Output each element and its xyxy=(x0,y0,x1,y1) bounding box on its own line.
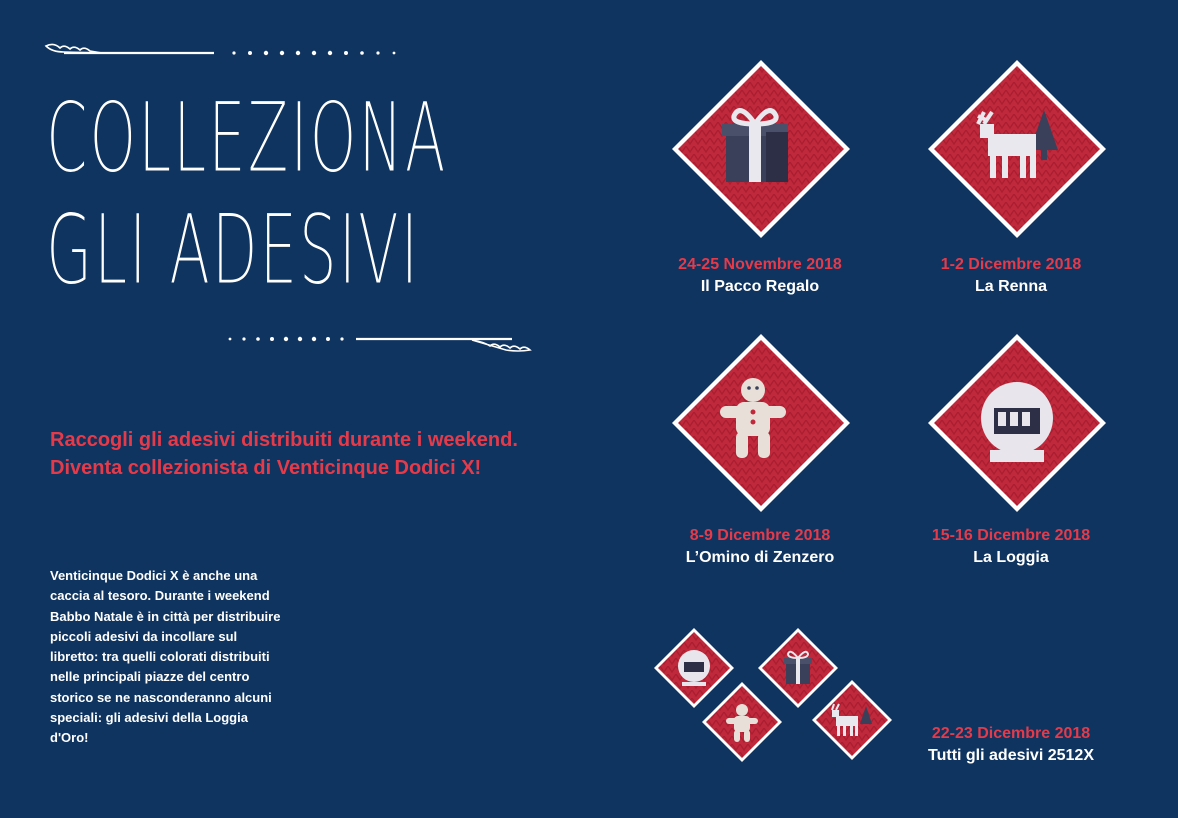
sticker-caption-1 xyxy=(650,254,870,298)
sticker-caption-3 xyxy=(650,525,870,569)
sticker-name: L’Omino di Zenzero xyxy=(685,549,835,566)
lead-text: Raccogli gli adesivi distribuiti durante i weekend. Diventa collezionista di Venticinque Dodici X! xyxy=(50,429,518,479)
sticker-group xyxy=(652,626,896,772)
sticker-date: 22-23 Dicembre 2018 xyxy=(931,725,1091,742)
headline-line-2: GLI ADESIVI xyxy=(46,194,420,306)
sticker-loggia xyxy=(926,332,1108,514)
sticker-gift xyxy=(670,58,852,240)
headline-line-1: COLLEZIONA xyxy=(46,82,448,194)
sticker-date: 1-2 Dicembre 2018 xyxy=(940,256,1082,273)
sticker-name: La Renna xyxy=(974,278,1047,295)
sticker-name: Tutti gli adesivi 2512X xyxy=(928,747,1094,764)
loggia-snowglobe-icon xyxy=(981,382,1053,462)
sticker-name: Il Pacco Regalo xyxy=(700,278,820,295)
bottom-flourish xyxy=(222,330,534,356)
sticker-date: 24-25 Novembre 2018 xyxy=(678,256,842,273)
body-text: Venticinque Dodici X è anche una caccia al tesoro. Durante i weekend Babbo Natale è in città per distribuire piccoli adesivi da incollare sul libretto: tra quelli colorati distribuiti nelle principali piazze del centro storico se ne nasconderanno alcuni speciali: gli adesivi della Loggia d'Oro! xyxy=(50,568,281,746)
sticker-caption-2 xyxy=(901,254,1121,298)
sticker-date: 15-16 Dicembre 2018 xyxy=(931,527,1091,544)
sticker-caption-5 xyxy=(901,723,1121,767)
headline xyxy=(46,82,447,306)
sticker-caption-4 xyxy=(901,525,1121,569)
sticker-name: La Loggia xyxy=(973,549,1049,566)
sticker-gingerbread xyxy=(670,332,852,514)
top-flourish xyxy=(44,40,464,64)
sticker-date: 8-9 Dicembre 2018 xyxy=(689,527,831,544)
sticker-reindeer xyxy=(926,58,1108,240)
all-stickers-icon xyxy=(654,628,892,762)
